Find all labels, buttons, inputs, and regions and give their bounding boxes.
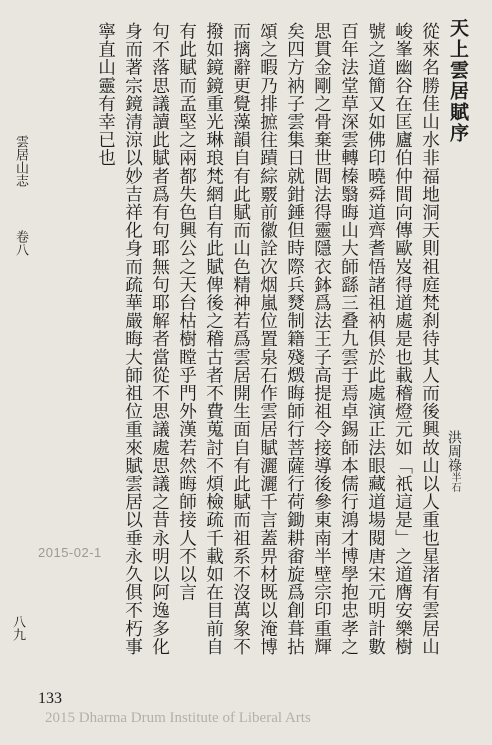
text-column-3: 號之道簡又如佛印曉舜道齊耆悟諸祖衲俱於此處演正法眼藏道場閱唐宋元明計數 [365,22,386,656]
text-column-2: 峻峯幽谷在匡廬伯仲間向傳歐岌得道處是也載稽燈元如「祇這是」之道膺安樂樹 [392,22,413,656]
watermark-date: 2015-02-1 [38,545,102,560]
text-column-7: 頌之暇乃排摭往蹟綜覈前徽詮次烟嵐位置泉石作雲居賦灑灑千言蓋畀材既以淹博 [257,22,278,656]
text-column-12: 身而著宗鏡清涼以妙吉祥化身而疏華嚴晦大師祖位重來賦雲居以垂永久俱不朽事 [122,22,143,656]
text-column-5: 思貫金剛之骨棄世間法得靈隱衣鉢爲法王子高提祖令接導後參東南半壁宗印重輝 [311,22,332,656]
page-number: 133 [38,690,62,707]
watermark-institute: 2015 Dharma Drum Institute of Liberal Arts [45,710,311,726]
text-column-10: 有此賦而孟堅之兩都失色興公之天台枯樹瞠乎門外漢若然晦師接人不以言 [176,22,197,602]
text-column-9: 撥如鏡鏡重光琳琅梵網自有此賦俾後之稽古者不費蒐討不煩檢疏千載如在目前自 [203,22,224,656]
margin-volume: 卷八 [13,230,28,256]
text-column-4: 百年法堂草深雲轉榛翳晦山大師繇三叠九雲于焉卓錫師本儒行鴻才博學抱忠孝之 [338,22,359,656]
section-title: 天上雲居賦序 [447,18,469,144]
side-page-number: 八九 [10,615,25,641]
text-column-6: 矣四方衲子雲集日就鉗錘但時際兵燹制籍殘燬晦師行菩薩行荷鋤耕畬旋爲創葺拈 [284,22,305,656]
margin-book-title: 雲居山志 [13,135,28,187]
author-line [447,430,461,492]
text-column-11: 句不落思議讀此賦者爲有句耶無句耶解者當從不思議處思議之昔永明以阿逸多化 [149,22,170,656]
author-note: 半石 [449,472,460,492]
text-column-13: 寧直山靈有幸已也 [95,22,116,167]
author-name: 洪周祿 [446,430,462,472]
text-column-1: 從來名勝佳山水非福地洞天則祖庭梵刹待其人而後興故山以人重也星渚有雲居山 [419,22,440,656]
text-column-8: 而摛辭更覺藻韻自有此賦而山色精神若爲雲居開生面自有此賦而祖系不沒萬象不 [230,22,251,656]
